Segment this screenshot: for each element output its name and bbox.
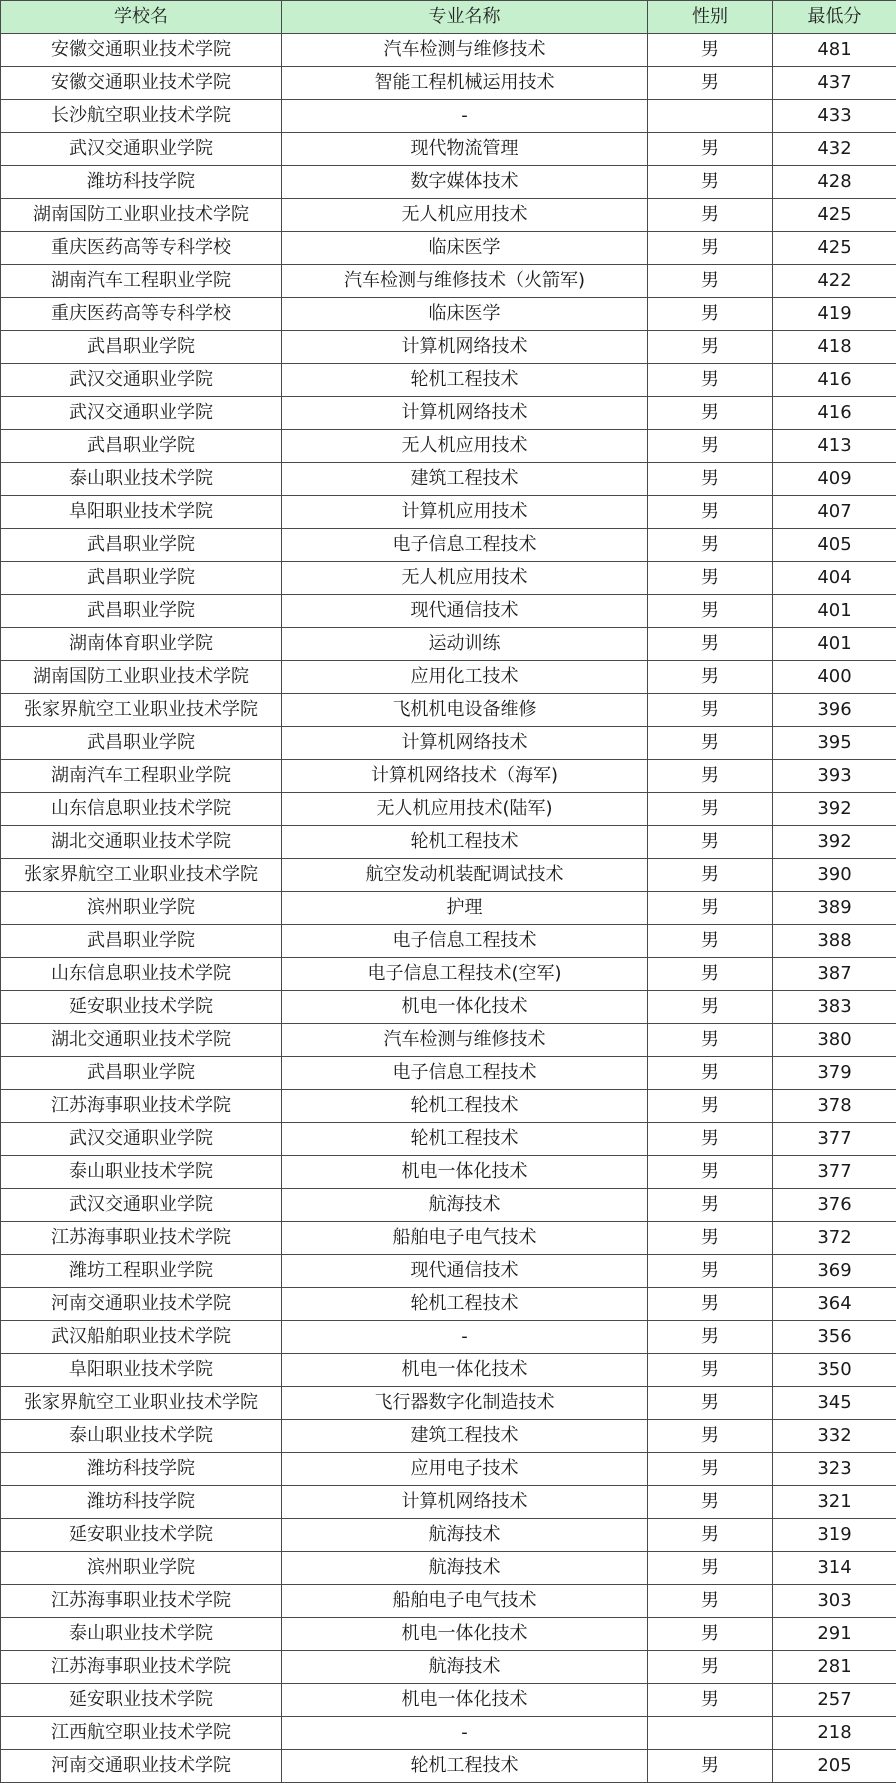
cell-gender: 男 bbox=[648, 1552, 773, 1585]
table-row bbox=[1, 1222, 896, 1255]
cell-gender: 男 bbox=[648, 793, 773, 826]
cell-gender: 男 bbox=[648, 925, 773, 958]
cell-major: 建筑工程技术 bbox=[282, 1420, 648, 1453]
cell-major: 电子信息工程技术 bbox=[282, 529, 648, 562]
header-gender: 性别 bbox=[648, 1, 773, 34]
table-row bbox=[1, 364, 896, 397]
table-row bbox=[1, 1651, 896, 1684]
table-row bbox=[1, 1420, 896, 1453]
table-row bbox=[1, 1387, 896, 1420]
cell-major: 应用电子技术 bbox=[282, 1453, 648, 1486]
cell-school: 延安职业技术学院 bbox=[1, 1519, 282, 1552]
cell-major: 计算机网络技术 bbox=[282, 727, 648, 760]
cell-major: 航海技术 bbox=[282, 1189, 648, 1222]
table-row bbox=[1, 1321, 896, 1354]
cell-score: 372 bbox=[773, 1222, 896, 1255]
cell-gender: 男 bbox=[648, 34, 773, 67]
cell-score: 350 bbox=[773, 1354, 896, 1387]
cell-school: 泰山职业技术学院 bbox=[1, 463, 282, 496]
cell-major: 计算机网络技术 bbox=[282, 331, 648, 364]
cell-score: 418 bbox=[773, 331, 896, 364]
cell-gender: 男 bbox=[648, 694, 773, 727]
cell-major: 机电一体化技术 bbox=[282, 1156, 648, 1189]
cell-score: 419 bbox=[773, 298, 896, 331]
cell-score: 364 bbox=[773, 1288, 896, 1321]
cell-school: 湖南汽车工程职业学院 bbox=[1, 265, 282, 298]
cell-score: 404 bbox=[773, 562, 896, 595]
cell-school: 潍坊工程职业学院 bbox=[1, 1255, 282, 1288]
cell-major: 电子信息工程技术 bbox=[282, 1057, 648, 1090]
cell-school: 河南交通职业技术学院 bbox=[1, 1750, 282, 1783]
cell-school: 江苏海事职业技术学院 bbox=[1, 1585, 282, 1618]
cell-gender: 男 bbox=[648, 1651, 773, 1684]
cell-gender: 男 bbox=[648, 562, 773, 595]
cell-school: 泰山职业技术学院 bbox=[1, 1156, 282, 1189]
cell-score: 345 bbox=[773, 1387, 896, 1420]
cell-school: 阜阳职业技术学院 bbox=[1, 496, 282, 529]
cell-score: 428 bbox=[773, 166, 896, 199]
cell-school: 武汉交通职业学院 bbox=[1, 1123, 282, 1156]
table-body bbox=[1, 34, 896, 1783]
cell-score: 281 bbox=[773, 1651, 896, 1684]
cell-major: 现代物流管理 bbox=[282, 133, 648, 166]
table-row bbox=[1, 892, 896, 925]
cell-score: 377 bbox=[773, 1156, 896, 1189]
table-row bbox=[1, 1519, 896, 1552]
cell-gender: 男 bbox=[648, 1255, 773, 1288]
cell-major: 轮机工程技术 bbox=[282, 1090, 648, 1123]
table-row bbox=[1, 463, 896, 496]
cell-score: 257 bbox=[773, 1684, 896, 1717]
cell-school: 江苏海事职业技术学院 bbox=[1, 1222, 282, 1255]
cell-score: 303 bbox=[773, 1585, 896, 1618]
cell-score: 433 bbox=[773, 100, 896, 133]
cell-gender: 男 bbox=[648, 1057, 773, 1090]
table-row bbox=[1, 133, 896, 166]
cell-major: 运动训练 bbox=[282, 628, 648, 661]
cell-score: 218 bbox=[773, 1717, 896, 1750]
table-row bbox=[1, 1288, 896, 1321]
table-row bbox=[1, 628, 896, 661]
cell-school: 延安职业技术学院 bbox=[1, 1684, 282, 1717]
table-row bbox=[1, 397, 896, 430]
cell-major: 轮机工程技术 bbox=[282, 1123, 648, 1156]
cell-major: 应用化工技术 bbox=[282, 661, 648, 694]
cell-score: 405 bbox=[773, 529, 896, 562]
cell-school: 武汉交通职业学院 bbox=[1, 133, 282, 166]
cell-school: 武昌职业学院 bbox=[1, 595, 282, 628]
cell-score: 321 bbox=[773, 1486, 896, 1519]
table-row bbox=[1, 595, 896, 628]
cell-major: 航空发动机装配调试技术 bbox=[282, 859, 648, 892]
cell-gender: 男 bbox=[648, 430, 773, 463]
cell-school: 武昌职业学院 bbox=[1, 562, 282, 595]
cell-gender: 男 bbox=[648, 1090, 773, 1123]
cell-score: 401 bbox=[773, 628, 896, 661]
cell-score: 416 bbox=[773, 397, 896, 430]
cell-school: 重庆医药高等专科学校 bbox=[1, 232, 282, 265]
cell-gender: 男 bbox=[648, 958, 773, 991]
cell-score: 390 bbox=[773, 859, 896, 892]
cell-score: 432 bbox=[773, 133, 896, 166]
cell-score: 291 bbox=[773, 1618, 896, 1651]
table-row bbox=[1, 760, 896, 793]
cell-gender: 男 bbox=[648, 628, 773, 661]
table-row bbox=[1, 1189, 896, 1222]
cell-school: 山东信息职业技术学院 bbox=[1, 958, 282, 991]
cell-gender: 男 bbox=[648, 265, 773, 298]
cell-school: 张家界航空工业职业技术学院 bbox=[1, 694, 282, 727]
cell-gender: 男 bbox=[648, 1354, 773, 1387]
cell-school: 江苏海事职业技术学院 bbox=[1, 1651, 282, 1684]
cell-school: 江苏海事职业技术学院 bbox=[1, 1090, 282, 1123]
cell-school: 张家界航空工业职业技术学院 bbox=[1, 1387, 282, 1420]
cell-school: 武昌职业学院 bbox=[1, 430, 282, 463]
table-header bbox=[1, 1, 896, 34]
cell-major: 船舶电子电气技术 bbox=[282, 1585, 648, 1618]
table-row bbox=[1, 694, 896, 727]
cell-score: 388 bbox=[773, 925, 896, 958]
cell-gender: 男 bbox=[648, 232, 773, 265]
cell-major: 飞行器数字化制造技术 bbox=[282, 1387, 648, 1420]
table-row bbox=[1, 1453, 896, 1486]
cell-score: 369 bbox=[773, 1255, 896, 1288]
cell-score: 387 bbox=[773, 958, 896, 991]
cell-school: 武汉交通职业学院 bbox=[1, 397, 282, 430]
header-school: 学校名 bbox=[1, 1, 282, 34]
cell-school: 潍坊科技学院 bbox=[1, 1486, 282, 1519]
table-row bbox=[1, 265, 896, 298]
cell-major: 计算机网络技术 bbox=[282, 1486, 648, 1519]
cell-score: 319 bbox=[773, 1519, 896, 1552]
cell-school: 长沙航空职业技术学院 bbox=[1, 100, 282, 133]
table-row bbox=[1, 232, 896, 265]
table-row bbox=[1, 1585, 896, 1618]
cell-major: - bbox=[282, 100, 648, 133]
cell-score: 416 bbox=[773, 364, 896, 397]
cell-school: 安徽交通职业技术学院 bbox=[1, 67, 282, 100]
cell-gender: 男 bbox=[648, 1123, 773, 1156]
cell-gender: 男 bbox=[648, 364, 773, 397]
cell-school: 泰山职业技术学院 bbox=[1, 1420, 282, 1453]
cell-major: 电子信息工程技术 bbox=[282, 925, 648, 958]
cell-major: 临床医学 bbox=[282, 232, 648, 265]
cell-score: 356 bbox=[773, 1321, 896, 1354]
cell-score: 392 bbox=[773, 793, 896, 826]
cell-school: 河南交通职业技术学院 bbox=[1, 1288, 282, 1321]
cell-gender: 男 bbox=[648, 991, 773, 1024]
cell-gender: 男 bbox=[648, 1453, 773, 1486]
cell-major: 汽车检测与维修技术 bbox=[282, 34, 648, 67]
cell-school: 武昌职业学院 bbox=[1, 727, 282, 760]
cell-score: 323 bbox=[773, 1453, 896, 1486]
table-row bbox=[1, 991, 896, 1024]
cell-gender: 男 bbox=[648, 1321, 773, 1354]
cell-school: 武昌职业学院 bbox=[1, 529, 282, 562]
cell-score: 481 bbox=[773, 34, 896, 67]
cell-gender: 男 bbox=[648, 892, 773, 925]
cell-gender: 男 bbox=[648, 1618, 773, 1651]
cell-major: 机电一体化技术 bbox=[282, 991, 648, 1024]
cell-school: 滨州职业学院 bbox=[1, 892, 282, 925]
table-row bbox=[1, 298, 896, 331]
cell-major: 飞机机电设备维修 bbox=[282, 694, 648, 727]
cell-score: 379 bbox=[773, 1057, 896, 1090]
cell-major: 建筑工程技术 bbox=[282, 463, 648, 496]
table-row bbox=[1, 1618, 896, 1651]
table-row bbox=[1, 34, 896, 67]
cell-major: 无人机应用技术 bbox=[282, 562, 648, 595]
cell-major: 汽车检测与维修技术 bbox=[282, 1024, 648, 1057]
cell-school: 武汉交通职业学院 bbox=[1, 364, 282, 397]
cell-gender: 男 bbox=[648, 1288, 773, 1321]
cell-school: 山东信息职业技术学院 bbox=[1, 793, 282, 826]
cell-score: 380 bbox=[773, 1024, 896, 1057]
table-row bbox=[1, 562, 896, 595]
cell-score: 425 bbox=[773, 232, 896, 265]
table-row bbox=[1, 1024, 896, 1057]
table-row bbox=[1, 430, 896, 463]
cell-score: 393 bbox=[773, 760, 896, 793]
cell-score: 392 bbox=[773, 826, 896, 859]
cell-major: 机电一体化技术 bbox=[282, 1618, 648, 1651]
table-row bbox=[1, 661, 896, 694]
cell-school: 湖北交通职业技术学院 bbox=[1, 1024, 282, 1057]
cell-score: 389 bbox=[773, 892, 896, 925]
cell-gender: 男 bbox=[648, 496, 773, 529]
table-row bbox=[1, 1123, 896, 1156]
table-row bbox=[1, 166, 896, 199]
cell-school: 湖南体育职业学院 bbox=[1, 628, 282, 661]
cell-school: 湖南国防工业职业技术学院 bbox=[1, 199, 282, 232]
cell-gender: 男 bbox=[648, 166, 773, 199]
cell-score: 396 bbox=[773, 694, 896, 727]
cell-major: 航海技术 bbox=[282, 1519, 648, 1552]
cell-major: - bbox=[282, 1717, 648, 1750]
cell-school: 武昌职业学院 bbox=[1, 1057, 282, 1090]
cell-major: 轮机工程技术 bbox=[282, 1750, 648, 1783]
cell-major: 电子信息工程技术(空军) bbox=[282, 958, 648, 991]
cell-score: 401 bbox=[773, 595, 896, 628]
cell-school: 潍坊科技学院 bbox=[1, 1453, 282, 1486]
cell-gender: 男 bbox=[648, 1684, 773, 1717]
cell-major: 现代通信技术 bbox=[282, 595, 648, 628]
table-row bbox=[1, 199, 896, 232]
cell-school: 江西航空职业技术学院 bbox=[1, 1717, 282, 1750]
cell-school: 重庆医药高等专科学校 bbox=[1, 298, 282, 331]
cell-major: 机电一体化技术 bbox=[282, 1684, 648, 1717]
table-row bbox=[1, 859, 896, 892]
table-row bbox=[1, 1717, 896, 1750]
cell-gender: 男 bbox=[648, 859, 773, 892]
cell-gender bbox=[648, 100, 773, 133]
cell-score: 314 bbox=[773, 1552, 896, 1585]
cell-school: 泰山职业技术学院 bbox=[1, 1618, 282, 1651]
cell-score: 422 bbox=[773, 265, 896, 298]
cell-major: 航海技术 bbox=[282, 1651, 648, 1684]
cell-gender: 男 bbox=[648, 199, 773, 232]
table-row bbox=[1, 1750, 896, 1783]
cell-score: 383 bbox=[773, 991, 896, 1024]
cell-gender: 男 bbox=[648, 1156, 773, 1189]
cell-score: 378 bbox=[773, 1090, 896, 1123]
cell-gender: 男 bbox=[648, 1387, 773, 1420]
table-row bbox=[1, 100, 896, 133]
cell-school: 滨州职业学院 bbox=[1, 1552, 282, 1585]
cell-gender: 男 bbox=[648, 1420, 773, 1453]
cell-gender: 男 bbox=[648, 1585, 773, 1618]
header-major: 专业名称 bbox=[282, 1, 648, 34]
cell-major: 计算机网络技术 bbox=[282, 397, 648, 430]
cell-gender: 男 bbox=[648, 760, 773, 793]
cell-major: 轮机工程技术 bbox=[282, 364, 648, 397]
cell-school: 武昌职业学院 bbox=[1, 331, 282, 364]
table-row bbox=[1, 67, 896, 100]
header-row bbox=[1, 1, 896, 34]
cell-score: 400 bbox=[773, 661, 896, 694]
cell-school: 张家界航空工业职业技术学院 bbox=[1, 859, 282, 892]
cell-score: 407 bbox=[773, 496, 896, 529]
table-row bbox=[1, 529, 896, 562]
table-row bbox=[1, 925, 896, 958]
table-row bbox=[1, 1090, 896, 1123]
cell-gender: 男 bbox=[648, 133, 773, 166]
cell-major: 轮机工程技术 bbox=[282, 1288, 648, 1321]
cell-gender: 男 bbox=[648, 595, 773, 628]
cell-major: 无人机应用技术 bbox=[282, 199, 648, 232]
cell-gender: 男 bbox=[648, 1750, 773, 1783]
cell-gender: 男 bbox=[648, 331, 773, 364]
cell-major: - bbox=[282, 1321, 648, 1354]
table-row bbox=[1, 793, 896, 826]
cell-school: 延安职业技术学院 bbox=[1, 991, 282, 1024]
table-row bbox=[1, 496, 896, 529]
cell-gender: 男 bbox=[648, 661, 773, 694]
cell-gender: 男 bbox=[648, 298, 773, 331]
cell-score: 413 bbox=[773, 430, 896, 463]
cell-gender: 男 bbox=[648, 529, 773, 562]
cell-major: 无人机应用技术(陆军) bbox=[282, 793, 648, 826]
table-row bbox=[1, 1057, 896, 1090]
cell-gender: 男 bbox=[648, 1486, 773, 1519]
cell-gender: 男 bbox=[648, 727, 773, 760]
cell-score: 332 bbox=[773, 1420, 896, 1453]
cell-gender: 男 bbox=[648, 463, 773, 496]
cell-gender: 男 bbox=[648, 67, 773, 100]
cell-score: 377 bbox=[773, 1123, 896, 1156]
cell-major: 机电一体化技术 bbox=[282, 1354, 648, 1387]
cell-major: 智能工程机械运用技术 bbox=[282, 67, 648, 100]
cell-major: 航海技术 bbox=[282, 1552, 648, 1585]
cell-major: 计算机应用技术 bbox=[282, 496, 648, 529]
cell-gender: 男 bbox=[648, 1222, 773, 1255]
cell-major: 汽车检测与维修技术（火箭军) bbox=[282, 265, 648, 298]
table-row bbox=[1, 1552, 896, 1585]
table-row bbox=[1, 1486, 896, 1519]
table-row bbox=[1, 727, 896, 760]
cell-major: 计算机网络技术（海军) bbox=[282, 760, 648, 793]
table-row bbox=[1, 1156, 896, 1189]
cell-gender: 男 bbox=[648, 826, 773, 859]
cell-school: 阜阳职业技术学院 bbox=[1, 1354, 282, 1387]
cell-score: 376 bbox=[773, 1189, 896, 1222]
cell-school: 武汉交通职业学院 bbox=[1, 1189, 282, 1222]
table-row bbox=[1, 331, 896, 364]
table-row bbox=[1, 1684, 896, 1717]
cell-school: 武昌职业学院 bbox=[1, 925, 282, 958]
cell-school: 湖南汽车工程职业学院 bbox=[1, 760, 282, 793]
cell-major: 护理 bbox=[282, 892, 648, 925]
cell-major: 船舶电子电气技术 bbox=[282, 1222, 648, 1255]
cell-school: 武汉船舶职业技术学院 bbox=[1, 1321, 282, 1354]
cell-school: 湖北交通职业技术学院 bbox=[1, 826, 282, 859]
cell-major: 无人机应用技术 bbox=[282, 430, 648, 463]
cell-score: 409 bbox=[773, 463, 896, 496]
table-row bbox=[1, 1255, 896, 1288]
cell-gender: 男 bbox=[648, 397, 773, 430]
cell-major: 轮机工程技术 bbox=[282, 826, 648, 859]
table-row bbox=[1, 958, 896, 991]
cell-major: 临床医学 bbox=[282, 298, 648, 331]
cell-gender: 男 bbox=[648, 1189, 773, 1222]
cell-score: 437 bbox=[773, 67, 896, 100]
cell-gender bbox=[648, 1717, 773, 1750]
header-score: 最低分 bbox=[773, 1, 896, 34]
cell-score: 205 bbox=[773, 1750, 896, 1783]
cell-score: 425 bbox=[773, 199, 896, 232]
cell-school: 湖南国防工业职业技术学院 bbox=[1, 661, 282, 694]
cell-score: 395 bbox=[773, 727, 896, 760]
cell-gender: 男 bbox=[648, 1519, 773, 1552]
cell-major: 数字媒体技术 bbox=[282, 166, 648, 199]
cell-major: 现代通信技术 bbox=[282, 1255, 648, 1288]
cell-school: 潍坊科技学院 bbox=[1, 166, 282, 199]
table-row bbox=[1, 826, 896, 859]
cell-school: 安徽交通职业技术学院 bbox=[1, 34, 282, 67]
cell-gender: 男 bbox=[648, 1024, 773, 1057]
table-row bbox=[1, 1354, 896, 1387]
